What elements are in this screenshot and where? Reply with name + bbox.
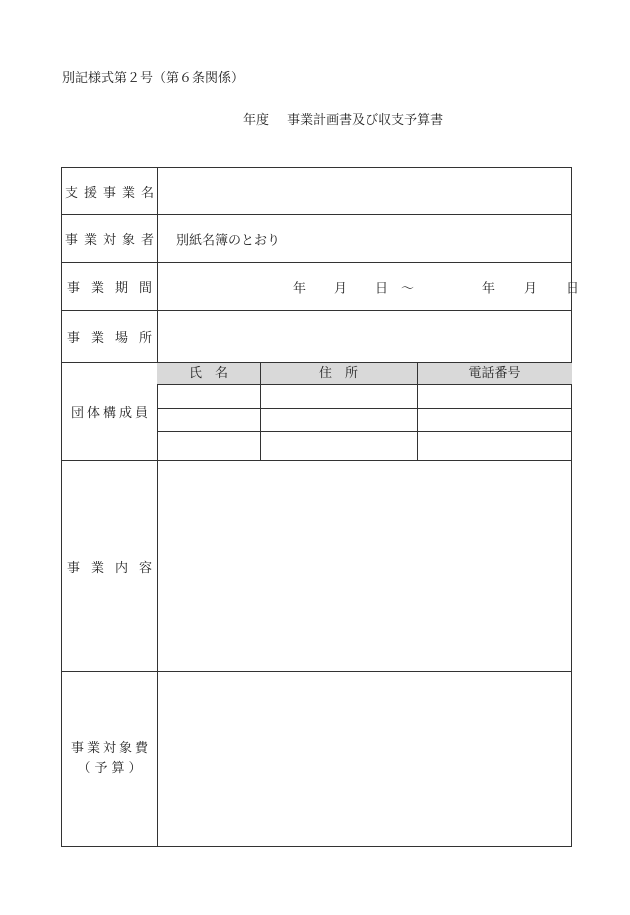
cost-label-line1: 事業対象費: [70, 741, 151, 756]
end-day-unit: 日: [566, 281, 580, 296]
period-field[interactable]: [157, 263, 580, 310]
target-field[interactable]: [157, 215, 571, 262]
place-label: 事業場所: [62, 311, 158, 362]
end-month-unit: 月: [524, 281, 538, 296]
member-1-address-cell[interactable]: [261, 385, 417, 408]
start-month-unit: 月: [334, 281, 348, 296]
content-field[interactable]: [157, 461, 571, 671]
cost-label-line2: （予算）: [77, 761, 146, 776]
col-header-name: 氏 名: [157, 363, 260, 385]
member-3-address-cell[interactable]: [261, 432, 417, 460]
start-year-unit: 年: [293, 281, 307, 296]
form-reference-number: 別記様式第２号（第６条関係）: [62, 71, 245, 86]
member-1-phone-cell[interactable]: [418, 385, 571, 408]
member-2-name-cell[interactable]: [157, 409, 260, 431]
title-main: 事業計画書及び収支予算書: [287, 113, 444, 128]
members-label: 団体構成員: [62, 363, 158, 460]
start-day-unit: 日: [375, 281, 389, 296]
members-table: [157, 363, 571, 460]
fiscal-year-label: 年度: [243, 113, 270, 128]
end-year-unit: 年: [482, 281, 496, 296]
period-tilde: ～: [401, 281, 415, 296]
member-2-phone-cell[interactable]: [418, 409, 571, 431]
project-name-label: 支援事業名: [62, 168, 158, 214]
content-label: 事業内容: [62, 461, 158, 671]
col-header-address: 住 所: [260, 363, 417, 385]
cost-label: [62, 672, 158, 846]
cost-field[interactable]: [157, 672, 571, 846]
project-name-field[interactable]: [157, 168, 571, 214]
target-label: 事業対象者: [62, 215, 158, 262]
row-target: [62, 215, 571, 263]
row-cost: [62, 672, 571, 846]
member-2-address-cell[interactable]: [261, 409, 417, 431]
document-title: [243, 109, 443, 128]
member-3-phone-cell[interactable]: [418, 432, 571, 460]
period-label: 事業期間: [62, 263, 158, 310]
member-1-name-cell[interactable]: [157, 385, 260, 408]
row-project-name: [62, 168, 571, 215]
plan-form-table: [61, 167, 580, 847]
place-field[interactable]: [157, 311, 571, 362]
row-period: [62, 263, 580, 311]
target-value: 別紙名簿のとおり: [176, 233, 281, 248]
row-place: [62, 311, 571, 363]
member-3-name-cell[interactable]: [157, 432, 260, 460]
row-content: [62, 461, 571, 672]
col-header-phone: 電話番号: [417, 363, 572, 385]
row-members: [62, 363, 571, 461]
